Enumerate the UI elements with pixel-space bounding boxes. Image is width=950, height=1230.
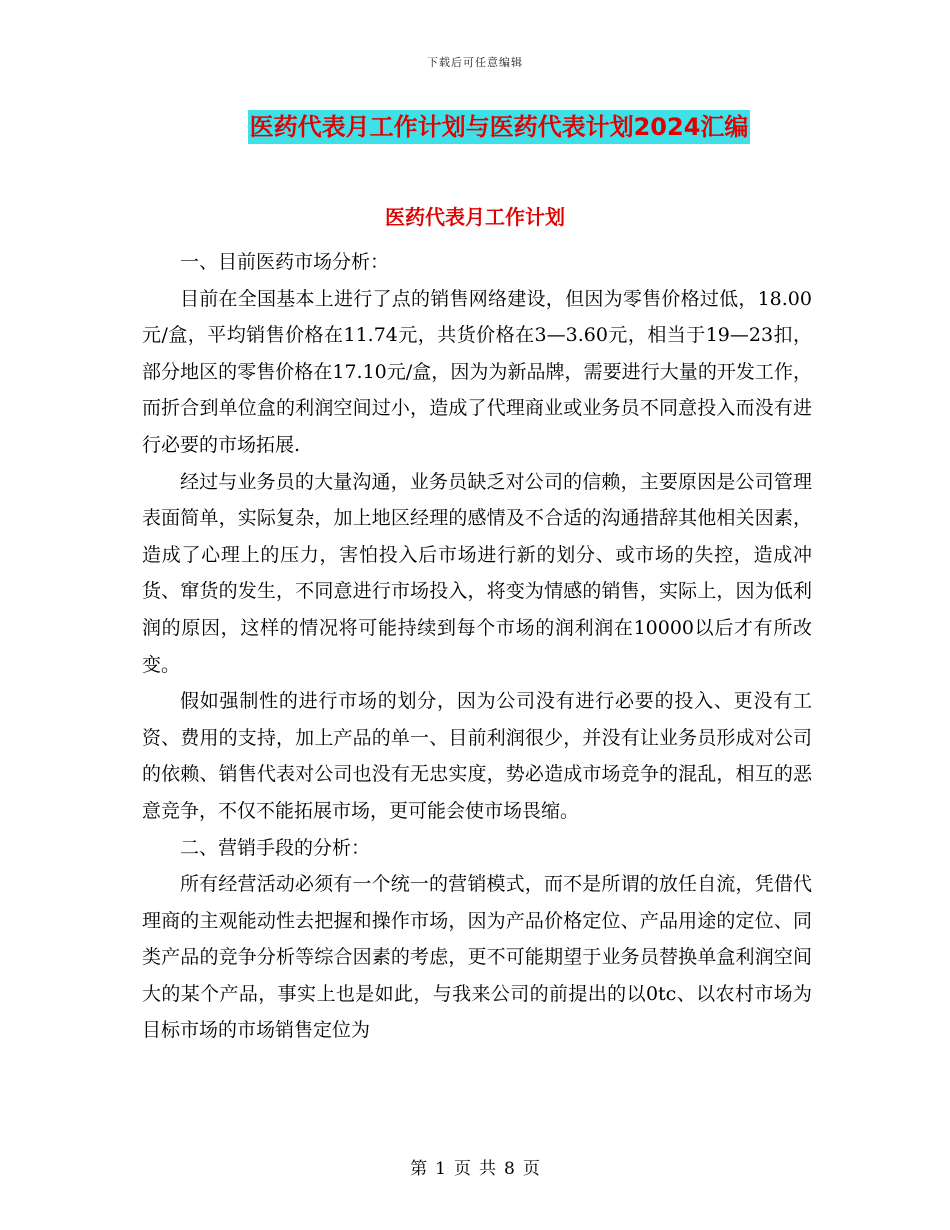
footer-total-prefix: 共 <box>479 1159 496 1179</box>
section-title: 医药代表月工作计划 <box>385 205 565 229</box>
header-note: 下载后可任意编辑 <box>427 56 523 69</box>
heading-marketing-analysis: 二、营销手段的分析： <box>180 836 371 859</box>
footer-prefix: 第 <box>410 1159 428 1179</box>
heading-market-analysis: 一、目前医药市场分析： <box>180 251 390 273</box>
page-footer <box>0 1154 950 1179</box>
document-body <box>142 244 812 1049</box>
document-title: 医药代表月工作计划与医药代表计划2024汇编 <box>248 110 751 144</box>
current-page-number: 1 <box>435 1159 446 1179</box>
main-title-container <box>0 110 950 144</box>
paragraph: 假如强制性的进行市场的划分，因为公司没有进行必要的投入、更没有工资、费用的支持，加上产品的单一、目前利润很少，并没有让业务员形成对公司的依赖、销售代表对公司也没有无忠实度，势必造成市场竞争的混乱，相互的恶意竞争，不仅不能拓展市场，更可能会使市场畏缩。 <box>142 690 812 822</box>
paragraph: 经过与业务员的大量沟通，业务员缺乏对公司的信赖，主要原因是公司管理表面简单，实际复杂，加上地区经理的感情及不合适的沟通措辞其他相关因素，造成了心理上的压力，害怕投入后市场进行新的划分、或市场的失控，造成冲货、窜货的发生，不同意进行市场投入，将变为情感的销售，实际上，因为低利润的原因，这样的情况将可能持续到每个市场的润利润在10000以后才有所改变。 <box>142 470 812 676</box>
footer-total-word: 页 <box>522 1159 540 1179</box>
paragraph: 目前在全国基本上进行了点的销售网络建设，但因为零售价格过低，18.00元/盒，平均销售价格在11.74元，共货价格在3—3.60元，相当于19—23扣，部分地区的零售价格在17.10元/盒，因为为新品牌，需要进行大量的开发工作，而折合到单位盒的利润空间过小，造成了代理商业或业务员不同意投入而没有进行必要的市场拓展. <box>142 287 812 456</box>
footer-page-word: 页 <box>454 1159 471 1179</box>
total-page-count: 8 <box>504 1159 515 1179</box>
paragraph: 所有经营活动必须有一个统一的营销模式，而不是所谓的放任自流，凭借代理商的主观能动性去把握和操作市场，因为产品价格定位、产品用途的定位、同类产品的竞争分析等综合因素的考虑，更不可能期望于业务员替换单盒利润空间大的某个产品，事实上也是如此，与我来公司的前提出的以0tc、以农村市场为目标市场的市场销售定位为 <box>142 873 812 1042</box>
